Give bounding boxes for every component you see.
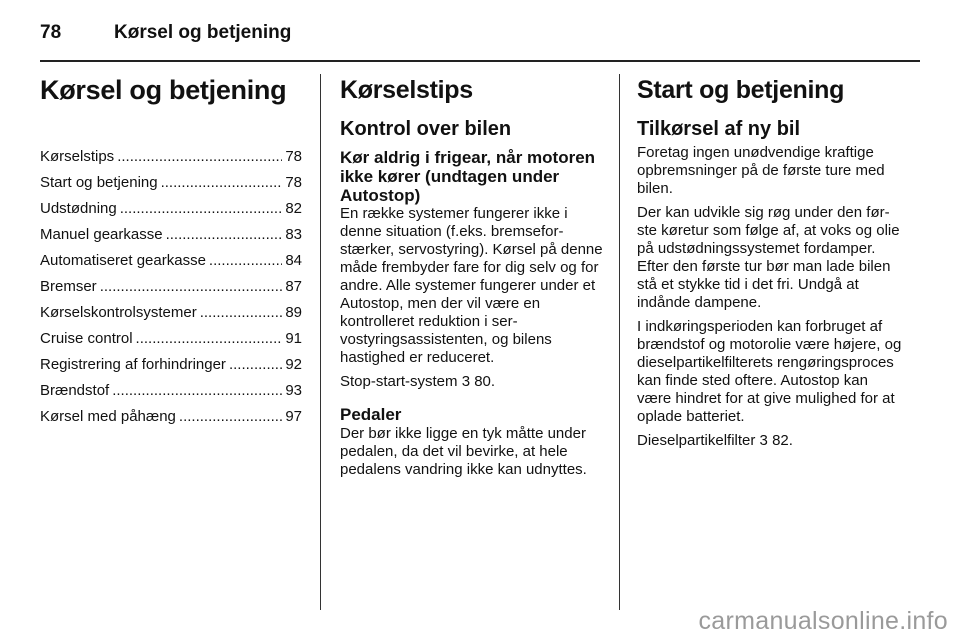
toc-label: Bremser [40, 278, 97, 295]
toc-entry-bremser[interactable] [40, 274, 302, 300]
toc-entry-manuel-gearkasse[interactable] [40, 222, 302, 248]
toc-page: 92 [285, 356, 302, 373]
toc-entry-cruise-control[interactable] [40, 326, 302, 352]
running-title: Kørsel og betjening [114, 22, 292, 43]
toc-label: Udstødning [40, 200, 117, 217]
watermark: carmanualsonline.info [698, 607, 948, 635]
column-divider-1 [320, 74, 321, 610]
warning-text: En række systemer fungerer ikke i denne situation (f.eks. bremseforstærker, servostyring). Kørsel på denne måde frembyder fare for dig selv og for andre. Alle systemer fungerer under et Autostop, men der vil være en kontrolleret reduktion i servostyringsassistenten, og bilens hastighed er reduceret. [340, 205, 603, 366]
chapter-title: Kørsel og betjening [40, 75, 287, 105]
paragraph: I indkøringsperioden kan forbruget af brændstof og motorolie være højere, og dieselpartikelfilterets rengøringsproces kan finde sted oftere. Autostop kan være hindret for at give mulighed for at oplade batteriet. [637, 318, 902, 425]
ref-text: Dieselpartikelfilter [637, 432, 756, 449]
toc-leader [229, 352, 282, 378]
toc-label: Manuel gearkasse [40, 226, 163, 243]
toc-label: Registrering af forhindringer [40, 356, 226, 373]
cross-reference[interactable] [637, 432, 903, 450]
toc-leader [120, 196, 283, 222]
toc-label: Brændstof [40, 382, 110, 399]
column-contents [40, 74, 302, 430]
toc-leader [136, 326, 283, 352]
section-title: Kørselstips [340, 76, 473, 104]
warning-heading: Kør aldrig i frigear, når motoren ikke kører (undtagen under Autostop) [340, 148, 596, 205]
toc-page: 82 [285, 200, 302, 217]
toc-page: 78 [285, 148, 302, 165]
toc-page: 97 [285, 408, 302, 425]
toc-label: Automatiseret gearkasse [40, 252, 206, 269]
toc-page: 93 [285, 382, 302, 399]
toc-entry-registrering-af-forhindringer[interactable] [40, 352, 302, 378]
toc-label: Kørselstips [40, 148, 115, 165]
paragraph: Foretag ingen unødvendige kraftige opbremsninger på de første ture med bilen. [637, 144, 885, 197]
column-divider-2 [619, 74, 620, 610]
ref-page: 80. [474, 373, 496, 390]
toc-label: Start og betjening [40, 174, 158, 191]
toc-entry-korselskontrolsystemer[interactable] [40, 300, 302, 326]
toc-page: 78 [285, 174, 302, 191]
toc-entry-braendstof[interactable] [40, 378, 302, 404]
page-ref-icon: 3 [461, 373, 471, 390]
subsection-title: Kontrol over bilen [340, 118, 512, 140]
toc-leader [112, 378, 282, 404]
toc-entry-korsel-med-paahaeng[interactable] [40, 404, 302, 430]
toc-label: Cruise control [40, 330, 133, 347]
toc-page: 87 [285, 278, 302, 295]
toc-page: 91 [285, 330, 302, 347]
toc-page: 84 [285, 252, 302, 269]
page-ref-icon: 3 [759, 432, 768, 449]
subsection-title: Tilkørsel af ny bil [637, 118, 801, 140]
toc-label: Kørsel med påhæng [40, 408, 176, 425]
pedaler-heading: Pedaler [340, 405, 402, 424]
page-header [40, 20, 920, 64]
toc-entry-udstodning[interactable] [40, 196, 302, 222]
paragraph: Der kan udvikle sig røg under den første køretur som følge af, at voks og olie på udstødningssystemet fordamper. Efter den første tur bør man lade bilen stå et stykke tid i det fri. Undgå at indånde dampene. [637, 204, 900, 311]
toc-leader [209, 248, 282, 274]
table-of-contents [40, 144, 302, 430]
section-title: Start og betjening [637, 76, 845, 104]
cross-reference[interactable] [340, 373, 604, 391]
toc-label: Kørselskontrolsystemer [40, 304, 197, 321]
ref-text: Stop-start-system [340, 373, 458, 390]
toc-entry-start-og-betjening[interactable] [40, 170, 302, 196]
toc-leader [166, 222, 283, 248]
toc-page: 83 [285, 226, 302, 243]
page-number: 78 [40, 22, 62, 43]
toc-entry-automatiseret-gearkasse[interactable] [40, 248, 302, 274]
ref-page: 82. [772, 432, 793, 449]
toc-leader [179, 404, 282, 430]
header-rule [40, 60, 920, 62]
toc-entry-korselstips[interactable] [40, 144, 302, 170]
pedaler-text: Der bør ikke ligge en tyk måtte under pedalen, da det vil bevirke, at hele pedalens vandring ikke kan udnyttes. [340, 425, 587, 478]
toc-leader [161, 170, 283, 196]
column-start-og-betjening [637, 74, 903, 450]
toc-page: 89 [285, 304, 302, 321]
column-korselstips [340, 74, 604, 479]
toc-leader [117, 144, 282, 170]
toc-leader [100, 274, 283, 300]
toc-leader [200, 300, 283, 326]
